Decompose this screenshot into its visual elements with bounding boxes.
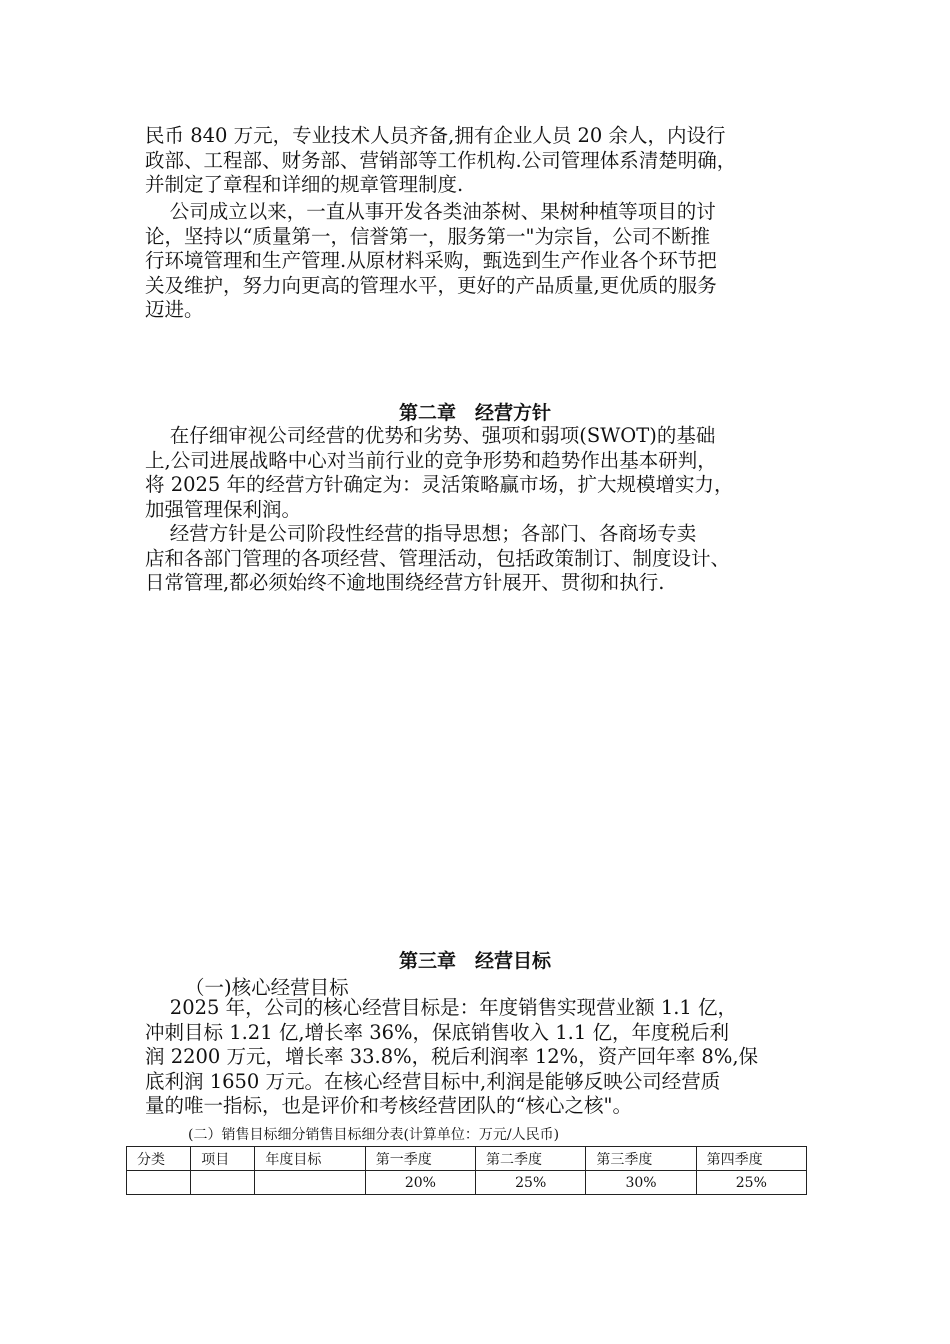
table-header-cell: 年度目标	[255, 1147, 365, 1171]
table-cell: 25%	[696, 1171, 806, 1195]
table-cell: 20%	[365, 1171, 475, 1195]
text-line: 店和各部门管理的各项经营、管理活动，包括政策制订、制度设计、	[145, 546, 731, 570]
table-header-cell: 第四季度	[696, 1147, 806, 1171]
chapter-3-heading: 第三章 经营目标	[398, 950, 551, 972]
text-line: 经营方针是公司阶段性经营的指导思想；各部门、各商场专卖	[145, 522, 697, 545]
text-line: 论，坚持以“质量第一，信誉第一，服务第一"为宗旨，公司不断推	[145, 224, 710, 248]
section-heading-core-goals: （一)核心经营目标	[185, 976, 349, 999]
paragraph-company-history	[145, 200, 825, 323]
table-caption: (二）销售目标细分销售目标细分表(计算单位：万元/人民币)	[188, 1127, 560, 1143]
table-cell	[191, 1171, 255, 1195]
text-line: 行环境管理和生产管理.从原材料采购，甄选到生产作业各个环节把	[145, 249, 717, 272]
paragraph-core-goals	[145, 996, 825, 1119]
paragraph-swot	[145, 424, 825, 522]
table-header-cell: 项目	[191, 1147, 255, 1171]
text-line: 关及维护，努力向更高的管理水平，更好的产品质量,更优质的服务	[145, 273, 717, 297]
text-line: 润 2200 万元，增长率 33.8%，税后利润率 12%，资产回年率 8%,保	[145, 1045, 759, 1068]
text-line: 日常管理,都必须始终不逾地围绕经营方针展开、贯彻和执行.	[145, 571, 665, 594]
table-header-row	[127, 1147, 807, 1171]
text-line: 政部、工程部、财务部、营销部等工作机构.公司管理体系清楚明确，	[145, 148, 737, 172]
table-cell: 30%	[586, 1171, 696, 1195]
table-header-cell: 分类	[127, 1147, 191, 1171]
chapter-2-heading: 第二章 经营方针	[398, 402, 551, 424]
text-line: 冲刺目标 1.21 亿,增长率 36%，保底销售收入 1.1 亿，年度税后利	[145, 1020, 729, 1044]
paragraph-company-profile	[145, 124, 825, 198]
text-line: 并制定了章程和详细的规章管理制度.	[145, 173, 464, 196]
text-line: 加强管理保利润。	[145, 497, 302, 521]
table-cell: 25%	[476, 1171, 586, 1195]
table-header-cell: 第一季度	[365, 1147, 475, 1171]
table-cell	[255, 1171, 365, 1195]
sales-target-table	[126, 1146, 807, 1195]
text-line: 量的唯一指标，也是评价和考核经营团队的“核心之核"。	[145, 1094, 632, 1117]
table-cell	[127, 1171, 191, 1195]
text-line: 2025 年，公司的核心经营目标是：年度销售实现营业额 1.1 亿，	[145, 996, 738, 1019]
text-line: 公司成立以来，一直从事开发各类油茶树、果树种植等项目的讨	[145, 200, 716, 223]
table-row	[127, 1171, 807, 1195]
table-header-cell: 第三季度	[586, 1147, 696, 1171]
text-line: 民币 840 万元，专业技术人员齐备,拥有企业人员 20 余人，内设行	[145, 124, 726, 147]
paragraph-policy	[145, 522, 825, 596]
text-line: 在仔细审视公司经营的优势和劣势、强项和弱项(SWOT)的基础	[145, 424, 716, 447]
text-line: 将 2025 年的经营方针确定为：灵活策略赢市场，扩大规模增实力，	[145, 473, 734, 496]
text-line: 上,公司进展战略中心对当前行业的竞争形势和趋势作出基本研判，	[145, 448, 717, 472]
table-header-cell: 第二季度	[476, 1147, 586, 1171]
text-line: 底利润 1650 万元。在核心经营目标中,利润是能够反映公司经营质	[145, 1069, 721, 1093]
text-line: 迈进。	[145, 298, 204, 321]
